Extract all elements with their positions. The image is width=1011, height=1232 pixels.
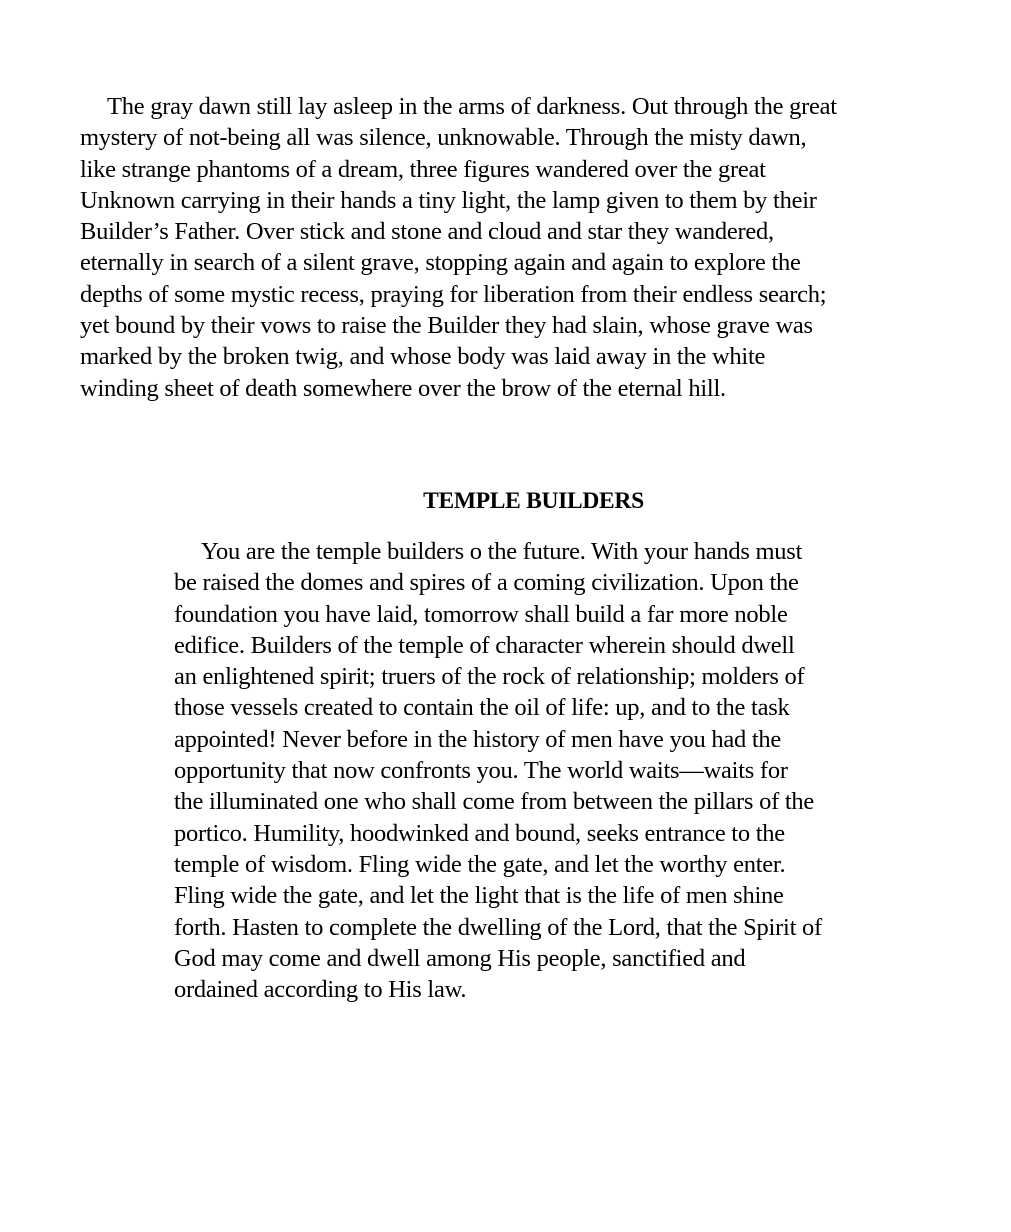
paragraph-line: eternally in search of a silent grave, stopping again and again to explore the xyxy=(80,249,801,277)
paragraph-line: depths of some mystic recess, praying for liberation from their endless search; xyxy=(80,280,827,308)
paragraph-line: The gray dawn still lay asleep in the arms of darkness. Out through the great xyxy=(107,93,837,120)
section-line: those vessels created to contain the oil of life: up, and to the task xyxy=(174,694,790,722)
section-line: Fling wide the gate, and let the light that is the life of men shine xyxy=(174,882,784,910)
section-line: edifice. Builders of the temple of character wherein should dwell xyxy=(174,631,795,659)
section-line: portico. Humility, hoodwinked and bound, seeks entrance to the xyxy=(174,819,785,847)
section-line: the illuminated one who shall come from between the pillars of the xyxy=(174,788,815,816)
section-heading: TEMPLE BUILDERS xyxy=(423,488,644,514)
section-line: an enlightened spirit; truers of the rock of relationship; molders of xyxy=(174,663,805,691)
paragraph-line: like strange phantoms of a dream, three figures wandered over the great xyxy=(80,155,766,183)
section-line: forth. Hasten to complete the dwelling of the Lord, that the Spirit of xyxy=(174,913,822,941)
paragraph-line: yet bound by their vows to raise the Builder they had slain, whose grave was xyxy=(80,312,813,340)
section-line: You are the temple builders o the future. With your hands must xyxy=(201,538,803,565)
section-line: be raised the domes and spires of a coming civilization. Upon the xyxy=(174,569,799,597)
section-line: ordained according to His law. xyxy=(174,976,467,1004)
paragraph-line: Builder’s Father. Over stick and stone and cloud and star they wandered, xyxy=(80,218,774,246)
section-line: foundation you have laid, tomorrow shall build a far more noble xyxy=(174,600,788,628)
section-line: opportunity that now confronts you. The world waits—waits for xyxy=(174,757,788,785)
section-line: appointed! Never before in the history of men have you had the xyxy=(174,725,782,753)
section-line: God may come and dwell among His people, sanctified and xyxy=(174,944,746,972)
section-line: temple of wisdom. Fling wide the gate, and let the worthy enter. xyxy=(174,850,786,878)
paragraph-line: mystery of not-being all was silence, unknowable. Through the misty dawn, xyxy=(80,124,807,152)
section-body xyxy=(174,536,934,1005)
paragraph-line: winding sheet of death somewhere over the brow of the eternal hill. xyxy=(80,374,726,402)
paragraph-line: Unknown carrying in their hands a tiny light, the lamp given to them by their xyxy=(80,186,817,214)
intro-paragraph xyxy=(80,91,940,404)
paragraph-line: marked by the broken twig, and whose body was laid away in the white xyxy=(80,343,766,371)
